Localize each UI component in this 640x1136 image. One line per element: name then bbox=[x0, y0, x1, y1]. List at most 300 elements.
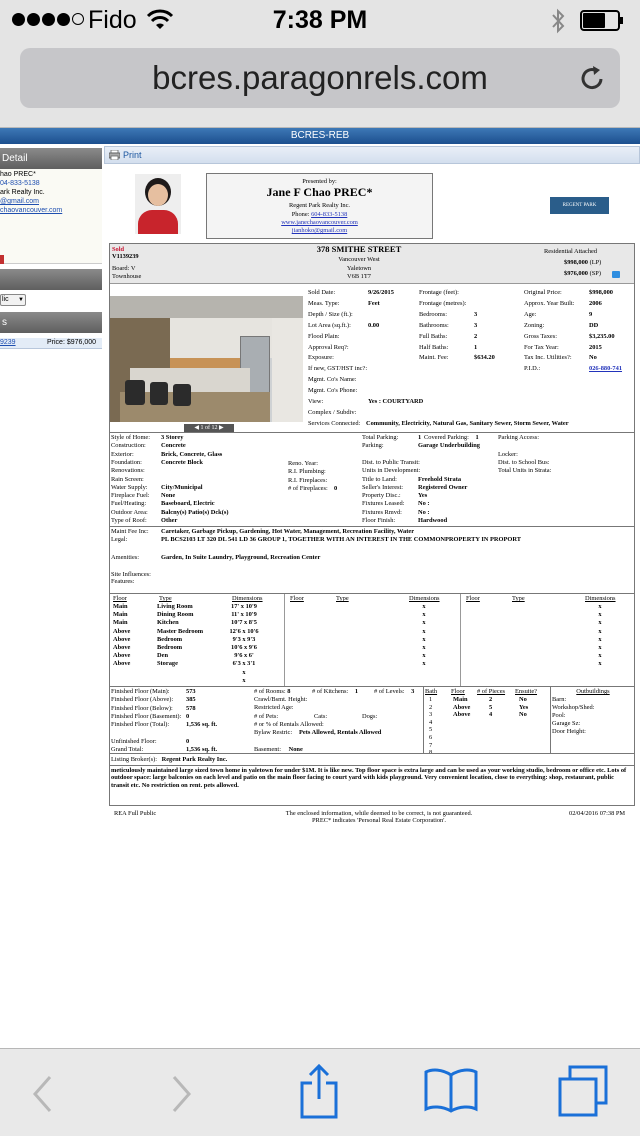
url-field[interactable] bbox=[20, 48, 620, 108]
services-line bbox=[308, 420, 569, 427]
divider bbox=[460, 594, 461, 686]
field-label: Approval Req?: bbox=[308, 343, 349, 351]
field-value: 0 bbox=[186, 712, 190, 720]
field-label: # of Fireplaces: bbox=[288, 484, 328, 492]
share-icon[interactable] bbox=[298, 1063, 340, 1119]
bath-cell: No bbox=[519, 696, 527, 703]
bookmarks-icon[interactable] bbox=[424, 1067, 478, 1113]
field-label: Foundation: bbox=[111, 458, 142, 466]
bath-header: Ensuite? bbox=[515, 688, 538, 695]
property-postal: V6B 1T7 bbox=[347, 273, 371, 280]
room-dimensions-empty: x bbox=[422, 603, 426, 610]
property-address: 378 SMITHE STREET bbox=[316, 244, 402, 254]
brokers-label: Listing Broker(s): bbox=[111, 756, 157, 763]
field-value: Balcny(s) Patio(s) Dck(s) bbox=[161, 508, 229, 516]
field-value: Garage Underbuilding bbox=[418, 442, 480, 450]
field-label: Complex / Subdiv: bbox=[308, 408, 357, 416]
bath-cell: Above bbox=[453, 711, 471, 719]
field-value: 1,536 sq. ft. bbox=[186, 721, 218, 729]
agent-line: ark Realty Inc. bbox=[0, 189, 45, 196]
logo-text: REGENT PARK bbox=[562, 203, 597, 208]
reload-icon[interactable] bbox=[577, 64, 607, 94]
field-label: Title to Land: bbox=[362, 475, 397, 483]
field-value: Brick, Concrete, Glass bbox=[161, 450, 223, 458]
services-label: Services Connected: bbox=[308, 420, 361, 427]
field-value: No bbox=[589, 354, 597, 362]
bath-header: Floor bbox=[451, 688, 465, 695]
kitchens-value: 1 bbox=[354, 688, 359, 695]
field-label: Outdoor Area: bbox=[111, 508, 148, 516]
field-label: Finished Floor (Below): bbox=[111, 704, 173, 712]
forward-icon[interactable] bbox=[168, 1074, 194, 1114]
field-label: Exposure: bbox=[308, 354, 334, 362]
kitchens-label: # of Kitchens: bbox=[312, 688, 349, 695]
realtor-website[interactable]: www.janechaovancouver.com bbox=[281, 219, 358, 226]
field-label: Full Baths: bbox=[419, 332, 448, 340]
field-value: $3,235.00 bbox=[589, 332, 615, 340]
amenities-value: Garden, In Suite Laundry, Playground, Recreation Center bbox=[161, 554, 321, 561]
field-label: If new, GST/HST inc?: bbox=[308, 365, 368, 373]
agent-panel bbox=[0, 169, 102, 264]
field-label: Frontage (feet): bbox=[419, 289, 459, 296]
field-value: No : bbox=[418, 508, 430, 516]
field-label: Age: bbox=[524, 310, 537, 318]
footer-timestamp: 02/04/2016 07:38 PM bbox=[569, 810, 626, 817]
legal-label: Legal: bbox=[111, 536, 128, 543]
basement-value: None bbox=[288, 746, 303, 753]
room-floor: Above bbox=[113, 652, 131, 660]
divider bbox=[110, 765, 634, 766]
bath-cell: 4 bbox=[429, 718, 433, 726]
room-header-type: Type bbox=[159, 595, 172, 602]
field-label: Renovations: bbox=[111, 467, 145, 475]
room-header-type: Type bbox=[512, 595, 525, 602]
field-label: Mgmt. Co's Phone: bbox=[308, 387, 358, 395]
room-dimensions-empty: x bbox=[598, 619, 602, 627]
divider bbox=[110, 753, 634, 754]
field-label: Approx. Year Built: bbox=[524, 299, 575, 307]
agent-line[interactable]: chaovancouver.com bbox=[0, 207, 63, 214]
field-label: Total Units in Strata: bbox=[498, 467, 552, 475]
field-value: No : bbox=[418, 500, 430, 508]
room-dimensions: 11' x 10'9 bbox=[231, 611, 257, 619]
field-value: 9/26/2015 bbox=[368, 289, 394, 296]
rooms-label: # of Rooms: bbox=[254, 688, 286, 695]
field-value: 0 bbox=[334, 484, 338, 492]
section-header bbox=[0, 269, 102, 290]
footer-left: REA Full Public bbox=[114, 810, 157, 817]
prev-photo-icon[interactable]: ◀ bbox=[194, 425, 199, 431]
field-value: Concrete Block bbox=[161, 458, 203, 466]
field-value: City/Municipal bbox=[161, 483, 203, 491]
field-label: Sold Date: bbox=[308, 289, 336, 296]
room-dimensions: 9'6 x 6' bbox=[234, 652, 254, 660]
board: Board: V bbox=[112, 265, 136, 272]
print-toolbar bbox=[104, 146, 640, 164]
outbuildings-header: Outbuildings bbox=[576, 688, 610, 695]
divider bbox=[423, 687, 424, 753]
room-dimensions: 17' x 10'9 bbox=[231, 603, 257, 610]
list-price-value: $998,000 bbox=[564, 259, 588, 266]
field-label: Flood Plain: bbox=[308, 332, 340, 340]
field-label: Half Baths: bbox=[419, 343, 449, 351]
covered-parking-value: 1 bbox=[475, 434, 479, 441]
room-dimensions-empty: x bbox=[422, 644, 426, 651]
cats-label: Cats: bbox=[314, 713, 328, 720]
bath-cell: 2 bbox=[429, 703, 433, 711]
detail-header: Detail bbox=[0, 148, 102, 169]
field-label: Finished Floor (Basement): bbox=[111, 712, 182, 720]
field-label: Finished Floor (Above): bbox=[111, 696, 174, 704]
room-type: Bedroom bbox=[157, 644, 183, 651]
levels-value: 3 bbox=[411, 688, 415, 695]
select-value: lic bbox=[2, 296, 9, 303]
field-value: 3 bbox=[474, 321, 478, 329]
agent-line[interactable]: @gmail.com bbox=[0, 198, 40, 205]
field-label: Restricted Age: bbox=[254, 704, 294, 712]
room-dimensions-empty: x bbox=[598, 660, 602, 668]
outbuilding-item: Garage Sz: bbox=[552, 720, 581, 727]
room-floor: Main bbox=[113, 611, 128, 619]
field-label: View: bbox=[308, 398, 324, 405]
field-label: Style of Home: bbox=[111, 434, 151, 441]
list-price-suffix: (LP) bbox=[589, 259, 602, 266]
outbuilding-item: Workshop/Shed: bbox=[552, 704, 595, 711]
map-icon[interactable] bbox=[612, 271, 620, 278]
room-dimensions: x bbox=[242, 676, 246, 684]
field-label: For Tax Year: bbox=[524, 343, 559, 351]
room-dimensions-empty: x bbox=[598, 611, 602, 619]
field-label: Bathrooms: bbox=[419, 321, 449, 329]
field-label: R.I. Fireplaces: bbox=[288, 476, 328, 484]
web-content bbox=[0, 128, 640, 1048]
phone-label: Phone: bbox=[291, 211, 310, 218]
field-value: 2 bbox=[474, 332, 478, 340]
field-label: Floor Finish: bbox=[362, 517, 396, 524]
bath-cell: Yes bbox=[519, 703, 529, 711]
covered-parking-label: Covered Parking: bbox=[424, 434, 469, 441]
field-value: 9 bbox=[589, 310, 593, 318]
room-type: Storage bbox=[157, 660, 178, 668]
room-floor: Main bbox=[113, 619, 128, 627]
back-icon[interactable] bbox=[30, 1074, 56, 1114]
bath-cell: 7 bbox=[429, 741, 433, 749]
property-area: Yaletown bbox=[346, 265, 372, 272]
room-type: Bedroom bbox=[157, 635, 183, 643]
mls-number: V1139239 bbox=[112, 253, 139, 260]
bath-cell: No bbox=[519, 711, 527, 719]
field-label: Locker: bbox=[498, 450, 518, 458]
photo-counter: 1 of 12 bbox=[200, 425, 218, 431]
field-label: Reno. Year: bbox=[288, 460, 318, 467]
room-dimensions-empty: x bbox=[422, 660, 426, 668]
field-value: DD bbox=[589, 321, 599, 329]
red-marker bbox=[0, 255, 4, 264]
room-type: Dining Room bbox=[157, 611, 194, 619]
room-dimensions-empty: x bbox=[598, 603, 602, 610]
site-header: BCRES-REB bbox=[0, 128, 640, 144]
field-label: Grand Total: bbox=[111, 746, 144, 754]
field-label: Meas. Type: bbox=[308, 299, 340, 307]
room-header-floor: Floor bbox=[466, 595, 480, 602]
field-value: $634.20 bbox=[474, 354, 495, 362]
realtor-name: Jane F Chao PREC* bbox=[266, 185, 373, 199]
outbuilding-item: Door Height: bbox=[552, 728, 586, 735]
realtor-email[interactable]: jianhoko@gmail.com bbox=[291, 227, 348, 234]
divider bbox=[550, 687, 551, 753]
room-floor: Above bbox=[113, 627, 131, 635]
field-value: 1 bbox=[418, 434, 422, 441]
dogs-label: Dogs: bbox=[362, 713, 378, 720]
result-price: Price: $976,000 bbox=[47, 339, 97, 346]
field-label: Fuel/Heating: bbox=[111, 500, 147, 508]
room-header-dimensions: Dimensions bbox=[585, 595, 616, 602]
presented-by-label: Presented by: bbox=[302, 178, 337, 185]
room-type: Den bbox=[157, 652, 169, 660]
field-label: Bedrooms: bbox=[419, 310, 448, 318]
result-id[interactable]: 9239 bbox=[0, 339, 16, 346]
filter-select[interactable] bbox=[0, 294, 26, 306]
field-value: 2015 bbox=[589, 343, 602, 351]
field-label: Seller's Interest: bbox=[362, 483, 404, 491]
bath-cell: 3 bbox=[429, 711, 433, 719]
room-floor: Above bbox=[113, 644, 131, 651]
room-floor: Above bbox=[113, 635, 131, 643]
property-city: Vancouver West bbox=[338, 256, 380, 263]
legal bbox=[111, 536, 522, 543]
brokers-value: Regent Park Realty Inc. bbox=[161, 756, 228, 763]
realtor-phone-line bbox=[207, 211, 432, 218]
bath-cell: 5 bbox=[429, 726, 433, 734]
field-label: Dist. to School Bus: bbox=[498, 458, 550, 466]
field-value: None bbox=[161, 492, 176, 500]
listing-category: Residential Attached bbox=[544, 248, 598, 255]
room-dimensions-empty: x bbox=[598, 627, 602, 635]
field-value: 1 bbox=[474, 343, 478, 351]
field-value: Hardwood bbox=[418, 517, 448, 524]
field-label: Type of Roof: bbox=[111, 517, 147, 524]
field-label: Mgmt. Co's Name: bbox=[308, 376, 357, 384]
basement-label: Basement: bbox=[254, 746, 281, 753]
agent-line: hao PREC* bbox=[0, 171, 36, 178]
field-value: Yes : COURTYARD bbox=[368, 398, 424, 405]
room-header-floor: Floor bbox=[113, 595, 127, 602]
room-type: Master Bedroom bbox=[157, 627, 204, 635]
features-label: Features: bbox=[111, 578, 135, 585]
field-label: P.I.D.: bbox=[524, 365, 541, 373]
footer-disclaimer: The enclosed information, while deemed to be correct, is not guaranteed. bbox=[285, 810, 473, 817]
room-header-floor: Floor bbox=[290, 595, 304, 602]
field-value: 385 bbox=[186, 696, 196, 704]
field-label: Parking Access: bbox=[498, 434, 539, 441]
room-floor: Main bbox=[113, 603, 128, 610]
realtor-company: Regent Park Realty Inc. bbox=[288, 202, 351, 209]
field-value: Registered Owner bbox=[418, 483, 468, 491]
field-label: Water Supply: bbox=[111, 483, 148, 491]
room-dimensions-empty: x bbox=[422, 611, 426, 619]
public-remarks: meticulously maintained large sized town home in yaletown for under $1M. It is like new. Top floor space is extra large and can be used as your working studio, bedroom or office etc. Lots of outdoor space: large balconies on each level and patio on the main floor facing to court yard with kids playground. Very convenient location, close to everything: shop, restaurant, public transit etc. No restriction on rent. pets allowed. bbox=[111, 767, 627, 789]
field-value: Other bbox=[161, 517, 178, 524]
bath-header: Bath bbox=[425, 688, 438, 695]
carrier-name: Fido bbox=[88, 6, 137, 34]
room-header-dimensions: Dimensions bbox=[232, 595, 263, 602]
field-label: Unfinished Floor: bbox=[111, 737, 157, 745]
covered-parking bbox=[424, 434, 479, 441]
listing-status: Sold bbox=[112, 246, 125, 253]
room-dimensions-empty: x bbox=[422, 652, 426, 660]
agent-line[interactable]: 04-833-5138 bbox=[0, 180, 40, 187]
sold-price-value: $976,000 bbox=[564, 270, 588, 277]
field-label: Tax Inc. Utilities?: bbox=[524, 354, 572, 362]
next-photo-icon[interactable]: ▶ bbox=[219, 425, 224, 431]
field-label: Original Price: bbox=[524, 289, 562, 296]
field-label: Gross Taxes: bbox=[524, 332, 557, 340]
room-dimensions-empty: x bbox=[598, 652, 602, 660]
field-label: Finished Floor (Main): bbox=[111, 688, 170, 695]
field-label: Dist. to Public Transit: bbox=[362, 458, 420, 466]
maint-fee-inc-label: Maint Fee Inc: bbox=[111, 528, 149, 535]
field-value: 573 bbox=[186, 688, 196, 695]
field-label: Zoning: bbox=[524, 321, 545, 329]
room-type: Kitchen bbox=[157, 619, 179, 627]
field-label: Fixtures Leased: bbox=[362, 500, 405, 508]
footer-prec-note: PREC* indicates 'Personal Real Estate Corporation'. bbox=[312, 817, 446, 824]
battery-icon bbox=[580, 10, 624, 31]
field-value: Baseboard, Electric bbox=[161, 500, 215, 508]
bath-cell: 4 bbox=[489, 711, 493, 719]
field-value: $998,000 bbox=[589, 289, 613, 296]
field-label: Frontage (metres): bbox=[419, 299, 467, 307]
field-value[interactable]: 026-880-741 bbox=[589, 365, 623, 373]
field-label: Crawl/Bsmt. Height: bbox=[254, 696, 308, 703]
listing-brokers bbox=[111, 756, 227, 763]
field-value: 0.00 bbox=[368, 321, 380, 329]
field-label: Parking: bbox=[362, 442, 384, 450]
divider bbox=[110, 432, 634, 433]
presented-by-box bbox=[206, 173, 433, 239]
rooms-value: 8 bbox=[287, 688, 291, 695]
sold-price bbox=[564, 270, 601, 277]
field-label: Exterior: bbox=[111, 450, 134, 458]
divider bbox=[110, 686, 634, 687]
room-header-dimensions: Dimensions bbox=[409, 595, 440, 602]
url-text: bcres.paragonrels.com bbox=[152, 59, 488, 96]
field-label: Finished Floor (Total): bbox=[111, 721, 170, 729]
field-value: Feet bbox=[368, 299, 380, 307]
room-dimensions: 10'6 x 9'6 bbox=[231, 644, 257, 651]
field-label: Bylaw Restric: bbox=[254, 729, 293, 737]
bath-cell: 8 bbox=[429, 749, 433, 757]
browser-toolbar bbox=[0, 1048, 640, 1136]
room-dimensions-empty: x bbox=[422, 627, 426, 635]
levels-label: # of Levels: bbox=[374, 688, 405, 695]
chevron-down-icon: ▼ bbox=[18, 297, 24, 303]
clock: 7:38 PM bbox=[272, 6, 368, 34]
field-label: Fireplace Fuel: bbox=[111, 492, 150, 500]
results-header: s bbox=[0, 312, 102, 333]
maint-fee-inc-value: Caretaker, Garbage Pickup, Gardening, Hot Water, Management, Recreation Facility, Water bbox=[161, 528, 415, 535]
field-label: Construction: bbox=[111, 442, 146, 450]
bath-cell: Main bbox=[453, 696, 468, 703]
brokerage-logo bbox=[550, 197, 609, 214]
room-header-type: Type bbox=[336, 595, 349, 602]
room-dimensions-empty: x bbox=[422, 635, 426, 643]
bluetooth-icon bbox=[550, 8, 566, 34]
print-link[interactable]: Print bbox=[123, 150, 142, 160]
listing-photo[interactable] bbox=[110, 296, 303, 422]
bath-header: # of Pieces bbox=[477, 688, 506, 695]
field-value: 3 Storey bbox=[161, 434, 184, 441]
room-dimensions-empty: x bbox=[598, 644, 602, 651]
rooms-table bbox=[109, 594, 635, 686]
room-dimensions-empty: x bbox=[422, 619, 426, 627]
bath-cell: 5 bbox=[489, 703, 493, 711]
field-label: Units in Development: bbox=[362, 467, 421, 475]
field-label: Lot Area (sq.ft.): bbox=[308, 321, 351, 329]
tabs-icon[interactable] bbox=[556, 1065, 610, 1119]
bath-cell: 2 bbox=[489, 696, 493, 703]
field-value: 2006 bbox=[589, 299, 602, 307]
listing-report bbox=[109, 170, 635, 824]
field-value: 3 bbox=[474, 310, 478, 318]
amenities-label: Amenities: bbox=[111, 554, 140, 561]
room-dimensions: 10'7 x 8'5 bbox=[231, 619, 257, 627]
legal-value: PL BCS2103 LT 320 DL 541 LD 36 GROUP 1, TOGETHER WITH AN INTEREST IN THE COMMONPROPERTY IN PROPORT bbox=[161, 536, 522, 543]
field-label: # of Pets: bbox=[254, 712, 279, 720]
field-value: Freehold Strata bbox=[418, 475, 462, 483]
phone-link[interactable]: 604-833-5138 bbox=[311, 211, 348, 218]
sold-price-suffix: (SP) bbox=[589, 270, 601, 277]
field-value: 1,536 sq. ft. bbox=[186, 746, 218, 754]
field-value: Concrete bbox=[161, 442, 186, 450]
field-label: Property Disc.: bbox=[362, 492, 401, 500]
outbuilding-item: Pool: bbox=[552, 712, 566, 719]
sidebar bbox=[0, 144, 103, 1048]
status-bar bbox=[0, 0, 640, 40]
divider bbox=[284, 594, 285, 686]
realtor-photo bbox=[135, 174, 181, 234]
field-value: 578 bbox=[186, 704, 196, 712]
field-value: Pets Allowed, Rentals Allowed bbox=[299, 729, 382, 737]
field-label: R.I. Plumbing: bbox=[288, 468, 326, 476]
address-bar bbox=[0, 40, 640, 128]
bath-cell: 6 bbox=[429, 734, 433, 741]
room-dimensions-empty: x bbox=[598, 635, 602, 643]
room-dimensions: x bbox=[242, 668, 246, 676]
amenities bbox=[111, 554, 321, 561]
services-value: Community, Electricity, Natural Gas, Sanitary Sewer, Storm Sewer, Water bbox=[365, 420, 569, 427]
divider bbox=[110, 526, 634, 527]
list-price bbox=[564, 259, 601, 266]
field-value: 0 bbox=[186, 737, 190, 745]
field-label: Maint. Fee: bbox=[419, 354, 449, 362]
room-floor: Above bbox=[113, 660, 131, 668]
printer-icon bbox=[109, 150, 120, 160]
room-dimensions: 9'3 x 9'3 bbox=[232, 635, 256, 643]
property-type: Townhouse bbox=[112, 273, 142, 280]
field-value: Yes bbox=[418, 492, 428, 500]
bath-cell: 1 bbox=[429, 696, 433, 703]
result-row[interactable] bbox=[0, 338, 102, 349]
outbuilding-item: Barn: bbox=[552, 696, 567, 703]
site-influences: Site Influences: bbox=[111, 571, 151, 578]
maint-fee-inc bbox=[111, 528, 415, 535]
room-type: Living Room bbox=[157, 603, 193, 610]
room-dimensions: 12'6 x 10'6 bbox=[229, 627, 259, 635]
field-label: Total Parking: bbox=[362, 434, 399, 441]
bath-cell: Above bbox=[453, 703, 471, 711]
field-label: Fixtures Rmvd: bbox=[362, 508, 402, 516]
